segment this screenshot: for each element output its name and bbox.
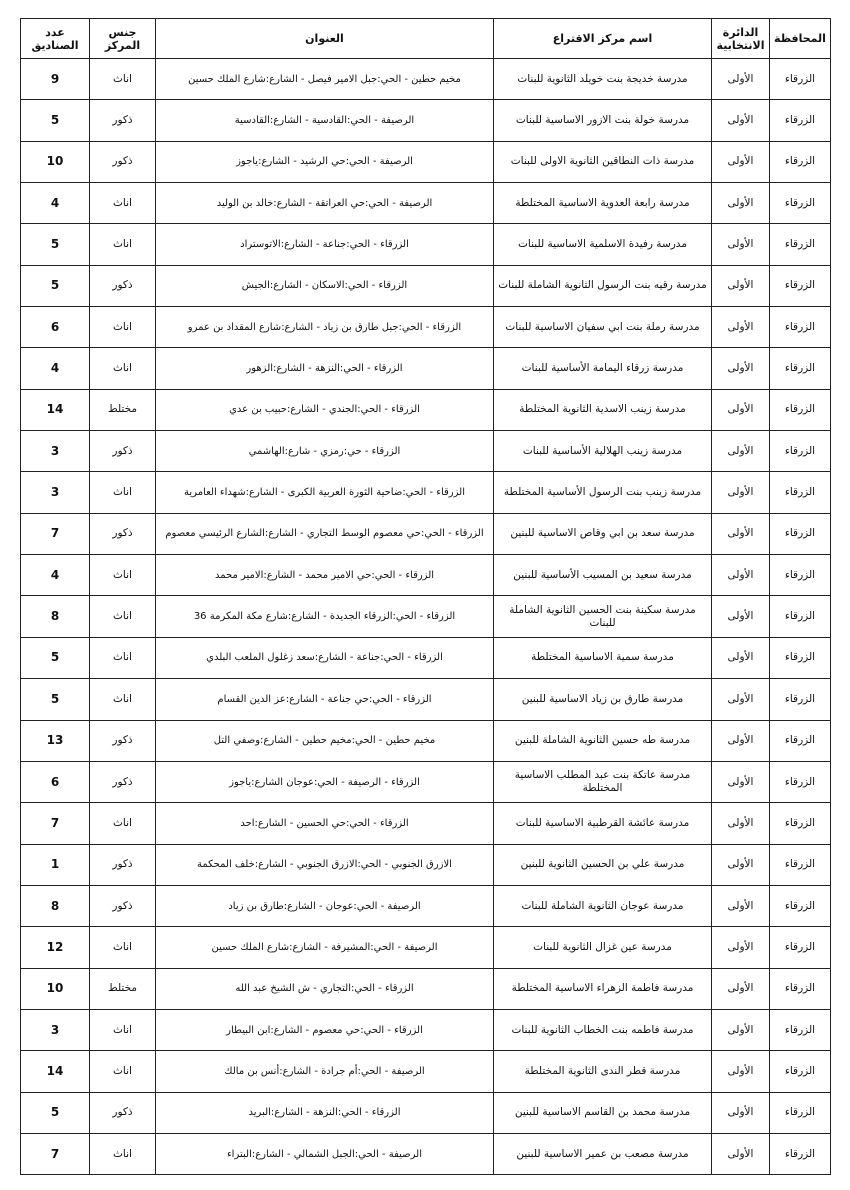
cell-district: الأولى — [712, 307, 770, 348]
table-row — [21, 513, 831, 554]
cell-center-name: مدرسة فاطمة الزهراء الاساسية المختلطة — [494, 968, 712, 1009]
cell-address: الزرقاء - الحي:جناعة - الشارع:سعد زغلول الملعب البلدي — [156, 637, 494, 678]
cell-boxes: 3 — [21, 472, 90, 513]
cell-address: الزرقاء - الحي:ضاحية الثورة العربية الكبرى - الشارع:شهداء العامرية — [156, 472, 494, 513]
cell-gender: ذكور — [90, 265, 156, 306]
cell-gender: اناث — [90, 1133, 156, 1174]
cell-gender: ذكور — [90, 885, 156, 926]
cell-gender: اناث — [90, 472, 156, 513]
polling-centers-table — [20, 18, 831, 1175]
cell-boxes: 7 — [21, 513, 90, 554]
cell-governorate: الزرقاء — [770, 1133, 831, 1174]
cell-gender: اناث — [90, 596, 156, 637]
cell-center-name: مدرسة طارق بن زياد الاساسية للبنين — [494, 679, 712, 720]
header-address: العنوان — [156, 19, 494, 59]
cell-boxes: 10 — [21, 968, 90, 1009]
cell-address: مخيم حطين - الحي:مخيم حطين - الشارع:وصفي التل — [156, 720, 494, 761]
cell-gender: اناث — [90, 1051, 156, 1092]
cell-center-name: مدرسة زينب الاسدية الثانوية المختلطة — [494, 389, 712, 430]
cell-governorate: الزرقاء — [770, 431, 831, 472]
cell-boxes: 7 — [21, 1133, 90, 1174]
cell-center-name: مدرسة زينب الهلالية الأساسية للبنات — [494, 431, 712, 472]
cell-district: الأولى — [712, 348, 770, 389]
table-row — [21, 59, 831, 100]
table-header — [21, 19, 831, 59]
cell-address: الزرقاء - الحي:النزهة - الشارع:البريد — [156, 1092, 494, 1133]
cell-district: الأولى — [712, 968, 770, 1009]
cell-governorate: الزرقاء — [770, 885, 831, 926]
cell-gender: ذكور — [90, 1092, 156, 1133]
table-row — [21, 844, 831, 885]
cell-address: الزرقاء - الحي:جناعة - الشارع:الاتوستراد — [156, 224, 494, 265]
cell-center-name: مدرسة عائشة القرطبية الاساسية للبنات — [494, 803, 712, 844]
cell-governorate: الزرقاء — [770, 679, 831, 720]
cell-address: الزرقاء - حي:رمزي - شارع:الهاشمي — [156, 431, 494, 472]
cell-address: الزرقاء - الحي:حي الامير محمد - الشارع:الامير محمد — [156, 555, 494, 596]
cell-boxes: 14 — [21, 1051, 90, 1092]
cell-governorate: الزرقاء — [770, 1092, 831, 1133]
cell-center-name: مدرسة عين غزال الثانوية للبنات — [494, 927, 712, 968]
cell-address: الزرقاء - الحي:حي معصوم الوسط التجاري - الشارع:الشارع الرئيسي معصوم — [156, 513, 494, 554]
table-row — [21, 1133, 831, 1174]
cell-governorate: الزرقاء — [770, 844, 831, 885]
cell-address: الرصيفة - الحي:الجبل الشمالي - الشارع:البتراء — [156, 1133, 494, 1174]
cell-address: الزرقاء - الحي:حي الحسين - الشارع:احد — [156, 803, 494, 844]
cell-boxes: 5 — [21, 265, 90, 306]
cell-governorate: الزرقاء — [770, 761, 831, 802]
header-center-name: اسم مركز الاقتراع — [494, 19, 712, 59]
table-body — [21, 59, 831, 1175]
cell-gender: مختلط — [90, 968, 156, 1009]
cell-center-name: مدرسة سمية الاساسية المختلطة — [494, 637, 712, 678]
table-row — [21, 720, 831, 761]
table-row — [21, 1009, 831, 1050]
cell-governorate: الزرقاء — [770, 513, 831, 554]
cell-district: الأولى — [712, 141, 770, 182]
cell-center-name: مدرسة سكينة بنت الحسين الثانوية الشاملة للبنات — [494, 596, 712, 637]
cell-address: الرصيفة - الحي:حي الرشيد - الشارع:ياجوز — [156, 141, 494, 182]
table-row — [21, 761, 831, 802]
table-row — [21, 803, 831, 844]
cell-district: الأولى — [712, 803, 770, 844]
cell-district: الأولى — [712, 885, 770, 926]
cell-governorate: الزرقاء — [770, 596, 831, 637]
header-row — [21, 19, 831, 59]
cell-district: الأولى — [712, 1051, 770, 1092]
cell-address: مخيم حطين - الحي:جبل الامير فيصل - الشارع:شارع الملك حسين — [156, 59, 494, 100]
cell-district: الأولى — [712, 472, 770, 513]
cell-district: الأولى — [712, 679, 770, 720]
table-row — [21, 968, 831, 1009]
cell-gender: اناث — [90, 555, 156, 596]
cell-governorate: الزرقاء — [770, 307, 831, 348]
table-row — [21, 1051, 831, 1092]
cell-district: الأولى — [712, 1092, 770, 1133]
header-gender: جنس المركز — [90, 19, 156, 59]
cell-center-name: مدرسة ذات النطاقين الثانوية الاولى للبنات — [494, 141, 712, 182]
cell-center-name: مدرسة سعيد بن المسيب الأساسية للبنين — [494, 555, 712, 596]
cell-governorate: الزرقاء — [770, 803, 831, 844]
cell-boxes: 8 — [21, 596, 90, 637]
cell-boxes: 10 — [21, 141, 90, 182]
header-governorate: المحافظة — [770, 19, 831, 59]
cell-district: الأولى — [712, 431, 770, 472]
cell-gender: ذكور — [90, 100, 156, 141]
cell-center-name: مدرسة قطر الندى الثانوية المختلطة — [494, 1051, 712, 1092]
cell-governorate: الزرقاء — [770, 1051, 831, 1092]
cell-boxes: 6 — [21, 307, 90, 348]
cell-address: الزرقاء - الحي:الجندي - الشارع:حبيب بن عدي — [156, 389, 494, 430]
cell-governorate: الزرقاء — [770, 265, 831, 306]
cell-governorate: الزرقاء — [770, 389, 831, 430]
cell-district: الأولى — [712, 927, 770, 968]
cell-center-name: مدرسة محمد بن القاسم الاساسية للبنين — [494, 1092, 712, 1133]
cell-center-name: مدرسة فاطمه بنت الخطاب الثانوية للبنات — [494, 1009, 712, 1050]
table-row — [21, 637, 831, 678]
cell-boxes: 5 — [21, 224, 90, 265]
cell-gender: اناث — [90, 348, 156, 389]
cell-gender: اناث — [90, 224, 156, 265]
cell-boxes: 7 — [21, 803, 90, 844]
cell-address: الرصيفة - الحي:المشيرفة - الشارع:شارع الملك حسين — [156, 927, 494, 968]
header-district: الدائرة الانتخابية — [712, 19, 770, 59]
table-row — [21, 141, 831, 182]
cell-gender: ذكور — [90, 761, 156, 802]
cell-center-name: مدرسة علي بن الحسين الثانوية للبنين — [494, 844, 712, 885]
cell-center-name: مدرسة رقيه بنت الرسول الثانوية الشاملة للبنات — [494, 265, 712, 306]
cell-center-name: مدرسة خولة بنت الازور الاساسية للبنات — [494, 100, 712, 141]
cell-center-name: مدرسة سعد بن ابي وقاص الاساسية للبنين — [494, 513, 712, 554]
table-row — [21, 183, 831, 224]
cell-boxes: 12 — [21, 927, 90, 968]
cell-center-name: مدرسة رابعة العدوية الاساسية المختلطة — [494, 183, 712, 224]
cell-address: الرصيفة - الحي:أم جرادة - الشارع:أنس بن مالك — [156, 1051, 494, 1092]
cell-gender: اناث — [90, 183, 156, 224]
cell-gender: مختلط — [90, 389, 156, 430]
cell-district: الأولى — [712, 596, 770, 637]
cell-center-name: مدرسة رملة بنت ابي سفيان الاساسية للبنات — [494, 307, 712, 348]
cell-governorate: الزرقاء — [770, 183, 831, 224]
cell-district: الأولى — [712, 265, 770, 306]
cell-gender: اناث — [90, 679, 156, 720]
table-row — [21, 265, 831, 306]
cell-center-name: مدرسة مصعب بن عمير الاساسية للبنين — [494, 1133, 712, 1174]
cell-governorate: الزرقاء — [770, 100, 831, 141]
table-row — [21, 555, 831, 596]
cell-address: الزرقاء - الحي:الاسكان - الشارع:الجيش — [156, 265, 494, 306]
cell-center-name: مدرسة زينب بنت الرسول الأساسية المختلطة — [494, 472, 712, 513]
cell-governorate: الزرقاء — [770, 224, 831, 265]
cell-district: الأولى — [712, 59, 770, 100]
cell-gender: ذكور — [90, 844, 156, 885]
cell-address: الزرقاء - الحي:جبل طارق بن زياد - الشارع:شارع المقداد بن عمرو — [156, 307, 494, 348]
cell-district: الأولى — [712, 555, 770, 596]
cell-boxes: 4 — [21, 348, 90, 389]
cell-gender: ذكور — [90, 141, 156, 182]
cell-address: الرصيفة - الحي:القادسية - الشارع:القادسية — [156, 100, 494, 141]
table-row — [21, 1092, 831, 1133]
cell-gender: اناث — [90, 307, 156, 348]
table-row — [21, 472, 831, 513]
header-boxes: عدد الصناديق — [21, 19, 90, 59]
table-row — [21, 927, 831, 968]
cell-address: الزرقاء - الحي:حي جناعة - الشارع:عز الدين القسام — [156, 679, 494, 720]
table-row — [21, 596, 831, 637]
cell-governorate: الزرقاء — [770, 927, 831, 968]
table-row — [21, 348, 831, 389]
cell-boxes: 6 — [21, 761, 90, 802]
cell-center-name: مدرسة رفيدة الاسلمية الاساسية للبنات — [494, 224, 712, 265]
cell-center-name: مدرسة عوجان الثانوية الشاملة للبنات — [494, 885, 712, 926]
cell-center-name: مدرسة زرقاء اليمامة الأساسية للبنات — [494, 348, 712, 389]
cell-boxes: 5 — [21, 679, 90, 720]
cell-boxes: 5 — [21, 100, 90, 141]
cell-district: الأولى — [712, 183, 770, 224]
cell-boxes: 4 — [21, 555, 90, 596]
cell-address: الزرقاء - الحي:حي معصوم - الشارع:ابن البيطار — [156, 1009, 494, 1050]
cell-boxes: 14 — [21, 389, 90, 430]
table-row — [21, 885, 831, 926]
cell-gender: اناث — [90, 803, 156, 844]
cell-center-name: مدرسة طه حسين الثانوية الشاملة للبنين — [494, 720, 712, 761]
cell-address: الرصيفة - الحي:عوجان - الشارع:طارق بن زياد — [156, 885, 494, 926]
table-row — [21, 389, 831, 430]
cell-gender: اناث — [90, 637, 156, 678]
cell-governorate: الزرقاء — [770, 141, 831, 182]
table-row — [21, 100, 831, 141]
cell-boxes: 5 — [21, 637, 90, 678]
cell-center-name: مدرسة عاتكة بنت عبد المطلب الاساسية المختلطة — [494, 761, 712, 802]
cell-address: الزرقاء - الحي:الزرقاء الجديدة - الشارع:شارع مكة المكرمة 36 — [156, 596, 494, 637]
cell-gender: ذكور — [90, 720, 156, 761]
cell-governorate: الزرقاء — [770, 1009, 831, 1050]
cell-address: الزرقاء - الحي:النزهة - الشارع:الزهور — [156, 348, 494, 389]
cell-boxes: 13 — [21, 720, 90, 761]
cell-gender: اناث — [90, 59, 156, 100]
cell-governorate: الزرقاء — [770, 348, 831, 389]
cell-governorate: الزرقاء — [770, 968, 831, 1009]
polling-centers-sheet — [20, 18, 830, 1175]
table-row — [21, 307, 831, 348]
cell-governorate: الزرقاء — [770, 637, 831, 678]
cell-district: الأولى — [712, 761, 770, 802]
cell-district: الأولى — [712, 100, 770, 141]
cell-district: الأولى — [712, 1133, 770, 1174]
cell-district: الأولى — [712, 844, 770, 885]
table-row — [21, 431, 831, 472]
table-row — [21, 224, 831, 265]
cell-district: الأولى — [712, 1009, 770, 1050]
cell-district: الأولى — [712, 720, 770, 761]
cell-district: الأولى — [712, 513, 770, 554]
cell-governorate: الزرقاء — [770, 59, 831, 100]
cell-governorate: الزرقاء — [770, 472, 831, 513]
cell-boxes: 1 — [21, 844, 90, 885]
cell-address: الزرقاء - الحي:التجاري - ش الشيخ عبد الله — [156, 968, 494, 1009]
cell-boxes: 4 — [21, 183, 90, 224]
cell-gender: ذكور — [90, 431, 156, 472]
cell-gender: اناث — [90, 927, 156, 968]
cell-boxes: 8 — [21, 885, 90, 926]
cell-address: الازرق الجنوبي - الحي:الازرق الجنوبي - الشارع:خلف المحكمة — [156, 844, 494, 885]
cell-gender: ذكور — [90, 513, 156, 554]
cell-address: الزرقاء - الرصيفة - الحي:عوجان الشارع:ياجوز — [156, 761, 494, 802]
cell-address: الرصيفة - الحي:حي العراتقة - الشارع:خالد بن الوليد — [156, 183, 494, 224]
table-row — [21, 679, 831, 720]
cell-gender: اناث — [90, 1009, 156, 1050]
cell-governorate: الزرقاء — [770, 555, 831, 596]
cell-boxes: 3 — [21, 431, 90, 472]
cell-district: الأولى — [712, 224, 770, 265]
cell-boxes: 5 — [21, 1092, 90, 1133]
cell-governorate: الزرقاء — [770, 720, 831, 761]
cell-boxes: 3 — [21, 1009, 90, 1050]
cell-boxes: 9 — [21, 59, 90, 100]
cell-center-name: مدرسة خديجة بنت خويلد الثانوية للبنات — [494, 59, 712, 100]
cell-district: الأولى — [712, 637, 770, 678]
cell-district: الأولى — [712, 389, 770, 430]
